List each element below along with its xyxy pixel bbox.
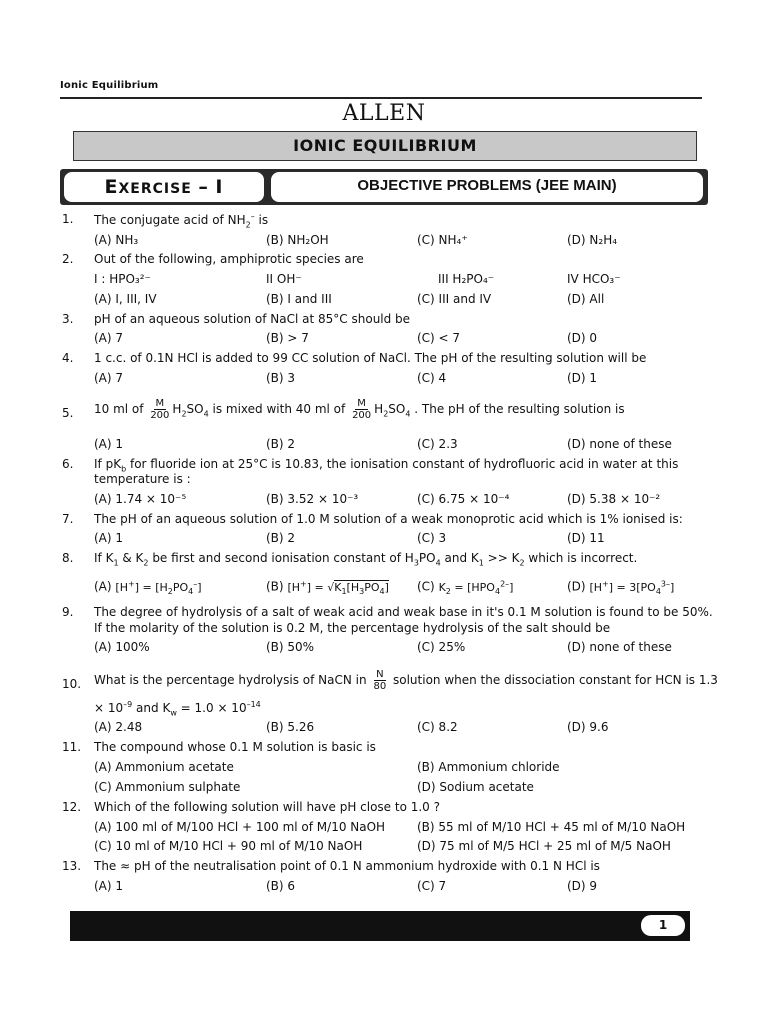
exercise-word: XERCISE — [118, 181, 192, 197]
q12-option-b: (B) 55 ml of M/10 HCl + 45 ml of M/10 NaOH — [417, 820, 686, 834]
q13-option-b: (B) 6 — [266, 879, 296, 893]
q5-number: 5. — [62, 406, 74, 420]
q6-option-b: (B) 3.52 × 10⁻³ — [266, 492, 359, 506]
q3-option-a: (A) 7 — [94, 331, 124, 345]
q13-option-c: (C) 7 — [417, 879, 447, 893]
page-number: 1 — [641, 915, 685, 936]
q8-number: 8. — [62, 551, 74, 565]
q5-text: 10 ml of $\frac{M}{200}$ $H_2SO_4$ is mixed with 40 ml of $\frac{M}{200}$ $H_2SO_4$ . The pH of the resulting solution is — [94, 398, 625, 421]
objective-label: OBJECTIVE PROBLEMS (JEE MAIN) — [271, 172, 703, 202]
running-head: Ionic Equilibrium — [60, 80, 159, 91]
q8-text: If $K_1$ & $K_2$ be first and second ionisation constant of $H_3PO_4$ and $K_1 >> K_2$ which is incorrect. — [94, 551, 638, 568]
q7-text: The pH of an aqueous solution of 1.0 M solution of a weak monoprotic acid which is 1% ionised is: — [94, 512, 683, 526]
q5-option-b: (B) 2 — [266, 437, 296, 451]
q7-number: 7. — [62, 512, 74, 526]
q10-option-c: (C) 8.2 — [417, 720, 458, 734]
q7-option-a: (A) 1 — [94, 531, 124, 545]
q11-option-a: (A) Ammonium acetate — [94, 760, 234, 774]
q2-option-d: (D) All — [567, 292, 605, 306]
q2-text: Out of the following, amphiprotic species are — [94, 252, 364, 266]
q6-text: If $pK_b$ for fluoride ion at 25°C is 10.83, the ionisation constant of hydrofluoric acid in water at this — [94, 457, 679, 474]
q13-number: 13. — [62, 859, 82, 873]
q10-text: What is the percentage hydrolysis of NaCN in $\frac{N}{80}$ solution when the dissociation constant for HCN is 1.3 — [94, 669, 718, 692]
q12-option-a: (A) 100 ml of M/100 HCl + 100 ml of M/10 NaOH — [94, 820, 386, 834]
q10-option-d: (D) 9.6 — [567, 720, 609, 734]
q13-option-a: (A) 1 — [94, 879, 124, 893]
q7-option-b: (B) 2 — [266, 531, 296, 545]
q6-option-c: (C) 6.75 × 10⁻⁴ — [417, 492, 510, 506]
q13-text: The ≈ pH of the neutralisation point of 0.1 N ammonium hydroxide with 0.1 N HCl is — [94, 859, 600, 873]
q9-option-a: (A) 100% — [94, 640, 150, 654]
q4-text: 1 c.c. of 0.1N HCl is added to 99 CC solution of NaCl. The pH of the resulting solution will be — [94, 351, 647, 365]
q2-option-b: (B) I and III — [266, 292, 332, 306]
q12-option-c: (C) 10 ml of M/10 HCl + 90 ml of M/10 NaOH — [94, 839, 363, 853]
exercise-number: I — [215, 176, 224, 198]
q9-text-cont: If the molarity of the solution is 0.2 M, the percentage hydrolysis of the salt should be — [94, 621, 611, 635]
q6-option-a: (A) 1.74 × 10⁻⁵ — [94, 492, 187, 506]
q4-number: 4. — [62, 351, 74, 365]
q2-species-2: II OH⁻ — [266, 272, 302, 286]
q4-option-c: (C) 4 — [417, 371, 447, 385]
q10-number: 10. — [62, 677, 82, 691]
q5-option-a: (A) 1 — [94, 437, 124, 451]
q10-option-a: (A) 2.48 — [94, 720, 143, 734]
q6-text-cont: temperature is : — [94, 472, 191, 486]
q2-number: 2. — [62, 252, 74, 266]
q9-option-d: (D) none of these — [567, 640, 672, 654]
q2-species-3: III H₂PO₄⁻ — [438, 272, 495, 286]
q11-text: The compound whose 0.1 M solution is basic is — [94, 740, 376, 754]
q1-option-c: (C) NH₄⁺ — [417, 233, 468, 247]
q5-option-c: (C) 2.3 — [417, 437, 458, 451]
q4-option-d: (D) 1 — [567, 371, 598, 385]
q6-option-d: (D) 5.38 × 10⁻² — [567, 492, 661, 506]
q4-option-a: (A) 7 — [94, 371, 124, 385]
chapter-title: IONIC EQUILIBRIUM — [73, 131, 697, 161]
q1-text: The conjugate acid of $NH_2^-$ is — [94, 212, 269, 230]
q11-option-c: (C) Ammonium sulphate — [94, 780, 241, 794]
q3-option-c: (C) < 7 — [417, 331, 461, 345]
q10-text-cont: × $10^{-9}$ and $K_w = 1.0 \times 10^{-14}$ — [94, 700, 261, 718]
q6-number: 6. — [62, 457, 74, 471]
q3-text: pH of an aqueous solution of NaCl at 85°C should be — [94, 312, 411, 326]
exercise-dash: – — [198, 176, 209, 198]
q12-option-d: (D) 75 ml of M/5 HCl + 25 ml of M/5 NaOH — [417, 839, 671, 853]
q1-option-a: (A) NH₃ — [94, 233, 139, 247]
q8-option-d: (D) $[H^+] = 3[PO_4^{3-}]$ — [567, 579, 675, 596]
q8-option-c: (C) $K_2 = [HPO_4^{2-}]$ — [417, 579, 514, 596]
q5-option-d: (D) none of these — [567, 437, 672, 451]
q9-option-b: (B) 50% — [266, 640, 315, 654]
q8-option-a: (A) $[H^+] = [H_2PO_4^-]$ — [94, 579, 202, 596]
q12-number: 12. — [62, 800, 82, 814]
q7-option-d: (D) 11 — [567, 531, 605, 545]
q2-option-a: (A) I, III, IV — [94, 292, 157, 306]
q12-text: Which of the following solution will have pH close to 1.0 ? — [94, 800, 441, 814]
q7-option-c: (C) 3 — [417, 531, 447, 545]
q11-option-d: (D) Sodium acetate — [417, 780, 534, 794]
q1-number: 1. — [62, 212, 74, 226]
q1-option-d: (D) N₂H₄ — [567, 233, 618, 247]
q9-option-c: (C) 25% — [417, 640, 466, 654]
exercise-initial: E — [104, 176, 119, 198]
q13-option-d: (D) 9 — [567, 879, 598, 893]
q8-option-b: (B) $[H^+] = √K_1[H_3PO_4]$ — [266, 579, 389, 596]
q9-number: 9. — [62, 605, 74, 619]
q1-option-b: (B) NH₂OH — [266, 233, 329, 247]
q3-option-b: (B) > 7 — [266, 331, 309, 345]
q2-species-1: I : HPO₃²⁻ — [94, 272, 151, 286]
q2-option-c: (C) III and IV — [417, 292, 492, 306]
q3-number: 3. — [62, 312, 74, 326]
brand-logo: ALLEN — [342, 101, 426, 126]
q11-option-b: (B) Ammonium chloride — [417, 760, 560, 774]
q3-option-d: (D) 0 — [567, 331, 598, 345]
q11-number: 11. — [62, 740, 82, 754]
q10-option-b: (B) 5.26 — [266, 720, 315, 734]
q4-option-b: (B) 3 — [266, 371, 296, 385]
q9-text: The degree of hydrolysis of a salt of weak acid and weak base in it's 0.1 M solution is found to be 50%. — [94, 605, 713, 619]
q2-species-4: IV HCO₃⁻ — [567, 272, 621, 286]
footer-bar — [70, 911, 690, 941]
